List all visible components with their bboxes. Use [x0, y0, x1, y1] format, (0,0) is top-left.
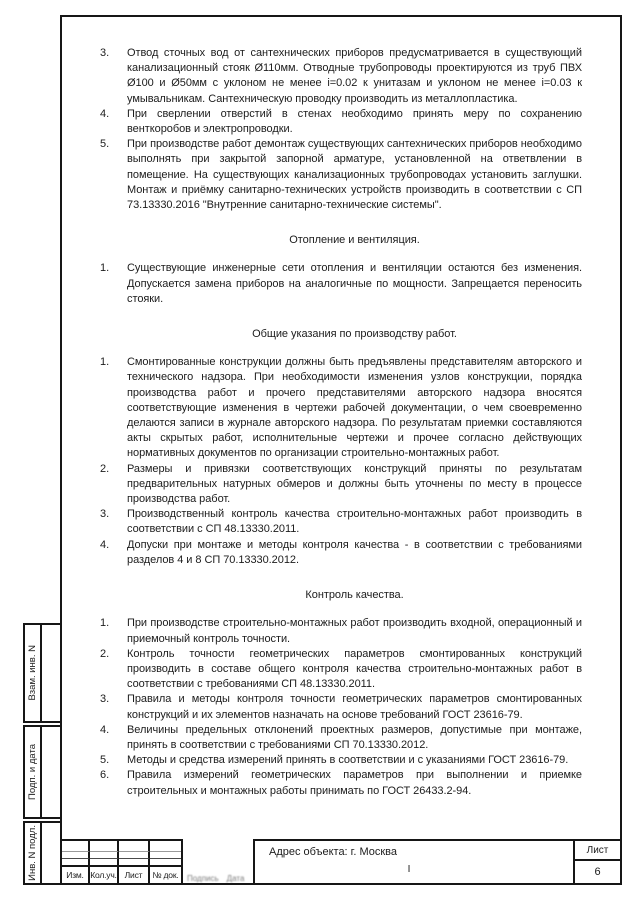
item-number: 1.	[100, 356, 110, 369]
list-item	[100, 462, 582, 508]
revision-empty-cell	[119, 859, 150, 867]
sidebar-label-cell	[25, 625, 42, 721]
revision-empty-cell	[90, 841, 119, 852]
revision-empty-cell	[62, 841, 90, 852]
sidebar-cell-inv-podl	[23, 821, 60, 885]
item-text: Допуски при монтаже и методы контроля качества - в соответствии с требованиями разделов 4 и 8 СП 70.13330.2012.	[127, 538, 582, 566]
sidebar-label-cell	[25, 823, 42, 883]
revision-empty-cell	[90, 852, 119, 859]
item-text: Контроль точности геометрических параметров смонтированных конструкций производить в составе общего контроля качества строительно-монтажных работ в соответствии с требованиями СП 48.13330.2011.	[127, 647, 582, 691]
item-number: 3.	[100, 508, 110, 521]
item-number: 3.	[100, 47, 110, 59]
title-block	[253, 839, 575, 885]
sidebar-label: Подп. и дата	[27, 744, 38, 800]
item-text: Существующие инженерные сети отопления и вентиляции остаются без изменения. Допускается замена приборов на аналогичные по мощности. Запрещается переносить стояки.	[127, 262, 582, 305]
list-item	[100, 692, 582, 722]
list-item	[100, 355, 582, 461]
sidebar-cell-podp-data	[23, 725, 60, 819]
sidebar-cell-vzam-inv	[23, 623, 60, 723]
item-text: Производственный контроль качества строительно-монтажных работ производить в соответствии с СП 48.13330.2011.	[127, 508, 582, 536]
item-text: При производстве строительно-монтажных работ производить входной, операционный и приемочный контроль точности.	[127, 617, 582, 645]
list-item	[100, 107, 582, 137]
center-mark: I	[407, 864, 411, 875]
sheet-number: 6	[594, 866, 601, 878]
list-item	[100, 46, 582, 107]
revision-table	[60, 839, 183, 885]
revision-col-list: Лист	[119, 867, 150, 883]
section-general-instructions	[100, 327, 582, 568]
item-text: Размеры и привязки соответствующих конструкций приняты по результатам предварительных натурных обмеров и должны быть уточнены по месту в процессе производства работ.	[127, 462, 582, 506]
item-text: Смонтированные конструкции должны быть предъявлены представителям авторского и технического надзора. При необходимости изменения узлов конструкции, порядка производства работ и прочего представителями авторского надзора вносятся соответствующие изменения в чертежи рабочей документации, о чем своевременно делаются записи в журнале авторского надзора. По результатам приемки составляются акты скрытых работ, исполнительные чертежи и прочее согласно действующих нормативных документов по организации строительно-монтажных работ.	[127, 356, 582, 460]
item-number: 3.	[100, 693, 110, 706]
sheet-label: Лист	[575, 841, 620, 861]
list-item	[100, 768, 582, 798]
faint-cutoff-text	[187, 874, 244, 883]
sidebar-label-cell	[25, 727, 42, 817]
section-heading: Контроль качества.	[305, 589, 404, 602]
revision-empty-cell	[119, 841, 150, 852]
item-number: 5.	[100, 138, 110, 151]
sidebar-label: Взам. инв. N	[27, 645, 38, 701]
revision-empty-cell	[62, 852, 90, 859]
revision-col-izm: Изм.	[62, 867, 90, 883]
list-item	[100, 616, 582, 646]
revision-empty-cell	[150, 859, 181, 867]
item-text: Правила и методы контроля точности геометрических параметров смонтированных конструкций и их элементов назначать на основе требований ГОСТ 23616-79.	[127, 693, 582, 721]
item-number: 2.	[100, 647, 110, 660]
item-text: Отвод сточных вод от сантехнических приборов предусматривается в существующий канализационный стояк Ø110мм. Отводные трубопроводы проектируются из труб ПВХ Ø100 и Ø50мм с уклоном не менее i=0.02 к унитазам и уклоном не менее i=0.03 к умывальникам. Сантехническую проводку производить из металлопластика.	[127, 47, 582, 105]
revision-empty-cell	[90, 859, 119, 867]
item-number: 1.	[100, 617, 110, 630]
list-item	[100, 538, 582, 568]
section-heading: Общие указания по производству работ.	[252, 328, 457, 341]
item-text: Величины предельных отклонений проектных размеров, допустимые при монтаже, принять в соответствии с требованиями СП 70.13330.2012.	[127, 723, 582, 751]
object-address: Адрес объекта: г. Москва	[269, 846, 398, 858]
sidebar-label: Инв. N подл.	[27, 825, 38, 881]
item-number: 5.	[100, 754, 110, 767]
revision-empty-cell	[150, 852, 181, 859]
revision-empty-cell	[150, 841, 181, 852]
list-item	[100, 261, 582, 307]
section-water-disposal	[100, 46, 582, 213]
section-heating-ventilation	[100, 233, 582, 307]
sidebar-empty-cell	[42, 823, 60, 883]
revision-empty-cell	[119, 852, 150, 859]
sheet-box	[573, 839, 622, 885]
document-content	[100, 46, 582, 799]
item-number: 4.	[100, 723, 110, 736]
sidebar-empty-cell	[42, 727, 60, 817]
item-text: При сверлении отверстий в стенах необходимо принять меру по сохранению венткоробов и электропроводки.	[127, 107, 582, 136]
item-text: При производстве работ демонтаж существующих сантехнических приборов необходимо выполнять при закрытой запорной арматуре, установленной на ответвлении в помещение. На существующих канализационных трубопроводах установить заглушки. Монтаж и приёмку санитарно-технических устройств производить в соответствии с СП 73.13330.2016 "Внутренние санитарно-технические системы".	[127, 138, 582, 212]
sidebar-empty-cell	[42, 625, 60, 721]
faint-col-data: Дата	[226, 874, 245, 883]
list-item	[100, 723, 582, 753]
item-text: Правила измерений геометрических параметров при выполнении и приемке строительных и монтажных работы принимать по ГОСТ 26433.2-94.	[127, 769, 582, 797]
item-number: 6.	[100, 769, 110, 782]
item-number: 4.	[100, 538, 110, 551]
item-number: 1.	[100, 262, 110, 275]
list-item	[100, 137, 582, 213]
faint-col-podpis: Подпись	[187, 874, 219, 883]
list-item	[100, 753, 582, 768]
item-number: 4.	[100, 107, 110, 120]
list-item	[100, 647, 582, 693]
item-text: Методы и средства измерений принять в соответствии и с указаниями ГОСТ 23616-79.	[127, 754, 569, 767]
section-quality-control	[100, 588, 582, 799]
revision-empty-cell	[62, 859, 90, 867]
item-number: 2.	[100, 462, 110, 475]
section-heading: Отопление и вентиляция.	[289, 234, 420, 247]
revision-col-koluch: Кол.уч.	[90, 867, 119, 883]
list-item	[100, 507, 582, 537]
revision-col-ndok: № док.	[152, 870, 179, 880]
